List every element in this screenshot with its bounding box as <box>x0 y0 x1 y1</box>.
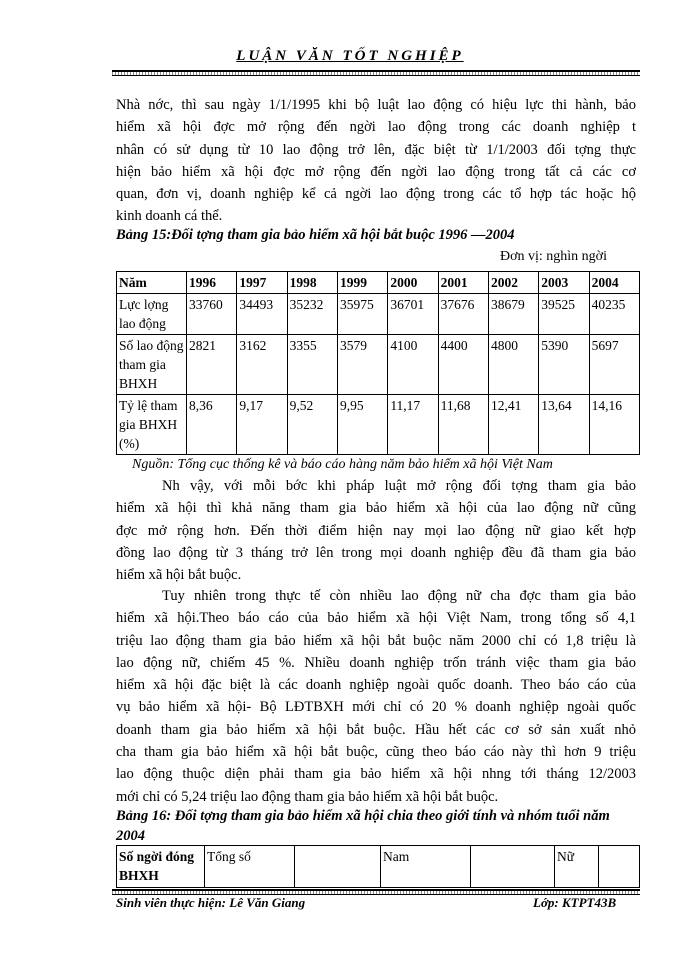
table-cell: 40235 <box>589 294 639 335</box>
paragraph-1 <box>116 94 636 228</box>
paragraph-2 <box>116 475 636 586</box>
table-15 <box>116 271 640 455</box>
table-header-cell: 2001 <box>438 272 488 294</box>
table-cell: 36701 <box>388 294 438 335</box>
page-header-title: LUẬN VĂN TỐT NGHIỆP <box>236 48 464 64</box>
table-cell: 3162 <box>237 335 287 395</box>
table-header-cell: 1999 <box>337 272 387 294</box>
table-cell: Nam <box>381 846 471 888</box>
table-cell: 8,36 <box>187 395 237 455</box>
text-line: cha tham gia bảo hiểm xã hội bắt buộc, cũng theo báo cáo này thì hơn 9 triệu <box>116 744 636 761</box>
table-cell <box>599 846 640 888</box>
table-cell: 39525 <box>539 294 589 335</box>
table-cell: 14,16 <box>589 395 639 455</box>
table-cell: 13,64 <box>539 395 589 455</box>
header-divider <box>112 70 640 76</box>
text-line: nhân có sử dụng từ 10 lao động trở lên, đặc biệt từ 1/1/2003 đối tợng thực <box>116 141 636 158</box>
text-line: Nhà nớc, thì sau ngày 1/1/1995 khi bộ luật lao động có hiệu lực thi hành, bảo <box>116 97 636 113</box>
table-cell: 34493 <box>237 294 287 335</box>
table-15-title: Bảng 15:Đối tợng tham gia bảo hiểm xã hội bắt buộc 1996 —2004 <box>116 227 515 243</box>
table-cell: 3579 <box>337 335 387 395</box>
table-16-title: Bảng 16: Đối tợng tham gia bảo hiểm xã hội chia theo giới tính và nhóm tuổi năm 2004 <box>116 808 610 844</box>
text-line: lao động nữ, chiếm 45 %. Nhiều doanh nghiệp trốn tránh việc tham gia bảo <box>116 654 636 671</box>
text-line: hiện bảo hiểm xã hội đợc mở rộng đến ngời lao động trong tất cả các cơ <box>116 163 636 180</box>
text-line: đợc mở rộng hơn. Đến thời điểm hiện nay mọi lao động nữ giao kết hợp <box>116 522 636 539</box>
table-cell: 11,17 <box>388 395 438 455</box>
table-15-unit: Đơn vị: nghìn ngời <box>500 249 607 264</box>
table-header-cell: Năm <box>117 272 187 294</box>
table-cell: 4100 <box>388 335 438 395</box>
table-cell: 9,17 <box>237 395 287 455</box>
text-line: đồng lao động từ 3 tháng trở lên trong mọi doanh nghiệp đều đã tham gia bảo <box>116 544 636 561</box>
paragraph-3 <box>116 585 636 808</box>
table-row <box>117 395 640 455</box>
table-header-cell: 2002 <box>488 272 538 294</box>
table-cell <box>295 846 381 888</box>
table-cell: Số lao động tham gia BHXH <box>117 335 187 395</box>
table-cell: Tổng số <box>205 846 295 888</box>
table-cell: 5697 <box>589 335 639 395</box>
table-header-row <box>117 272 640 294</box>
footer-class: Lớp: KTPT43B <box>533 895 617 910</box>
table-cell: Nữ <box>555 846 599 888</box>
table-header-cell: 1998 <box>287 272 337 294</box>
table-16 <box>116 845 640 888</box>
table-cell: Tỷ lệ tham gia BHXH (%) <box>117 395 187 455</box>
text-line: hiểm xã hội bắt buộc. <box>116 567 242 584</box>
table-cell: 4800 <box>488 335 538 395</box>
text-line: Nh vậy, với mỗi bớc khi pháp luật mở rộng đối tợng tham gia bảo <box>162 478 636 494</box>
text-line: mới chỉ có 5,24 triệu lao động tham gia bảo hiểm xã hội bắt buộc. <box>116 788 499 805</box>
table-cell: 9,52 <box>287 395 337 455</box>
table-cell: 4400 <box>438 335 488 395</box>
text-line: vụ bảo hiểm xã hội- Bộ LĐTBXH mới chỉ có 20 % doanh nghiệp ngoài quốc <box>116 699 636 716</box>
table-cell: Lực lợng lao động <box>117 294 187 335</box>
text-line: hiểm xã hội đặc biệt là các doanh nghiệp ngoài quốc doanh. Theo báo cáo của <box>116 677 636 694</box>
text-line: lao động thuộc diện phải tham gia bảo hiểm xã hội nhng tới tháng 12/2003 <box>116 766 636 783</box>
text-line: doanh tham gia bảo hiểm xã hội bắt buộc. Hầu hết các cơ sở sản xuất nhỏ <box>116 721 636 738</box>
table-row <box>117 294 640 335</box>
table-cell: 9,95 <box>337 395 387 455</box>
text-line: hiểm xã hội thì khả năng tham gia bảo hiểm xã hội của lao động nữ cũng <box>116 500 636 517</box>
table-15-source: Nguồn: Tổng cục thống kê và báo cáo hàng năm bảo hiểm xã hội Việt Nam <box>132 457 553 472</box>
table-cell: 3355 <box>287 335 337 395</box>
table-cell: 12,41 <box>488 395 538 455</box>
text-line: quan, đơn vị, doanh nghiệp kể cả ngời lao động trong các tổ hợp tác hoặc hộ <box>116 186 636 203</box>
text-line: hiểm xã hội đợc mở rộng đến ngời lao động trong các doanh nghiệp t <box>116 119 636 136</box>
text-line: kinh doanh cá thể. <box>116 208 223 225</box>
table-header-cell: 1996 <box>187 272 237 294</box>
table-cell <box>471 846 555 888</box>
table-cell: 38679 <box>488 294 538 335</box>
table-header-cell: 1997 <box>237 272 287 294</box>
table-header-cell: 2003 <box>539 272 589 294</box>
table-cell: 33760 <box>187 294 237 335</box>
text-line: triệu lao động tham gia bảo hiểm xã hội bắt buộc năm 2000 chỉ có 1,8 triệu là <box>116 632 636 649</box>
table-cell: 35232 <box>287 294 337 335</box>
table-cell: Số ngời đóng BHXH <box>117 846 205 888</box>
table-cell: 11,68 <box>438 395 488 455</box>
text-line: Tuy nhiên trong thực tế còn nhiều lao động nữ cha đợc tham gia bảo <box>162 588 636 604</box>
table-cell: 5390 <box>539 335 589 395</box>
table-header-cell: 2000 <box>388 272 438 294</box>
table-row <box>117 846 640 888</box>
table-cell: 37676 <box>438 294 488 335</box>
table-cell: 2821 <box>187 335 237 395</box>
table-cell: 35975 <box>337 294 387 335</box>
table-header-cell: 2004 <box>589 272 639 294</box>
table-row <box>117 335 640 395</box>
footer-student: Sinh viên thực hiện: Lê Văn Giang <box>116 895 306 910</box>
text-line: hiểm xã hội.Theo báo cáo của bảo hiểm xã hội Việt Nam, trong tổng số 4,1 <box>116 610 636 627</box>
